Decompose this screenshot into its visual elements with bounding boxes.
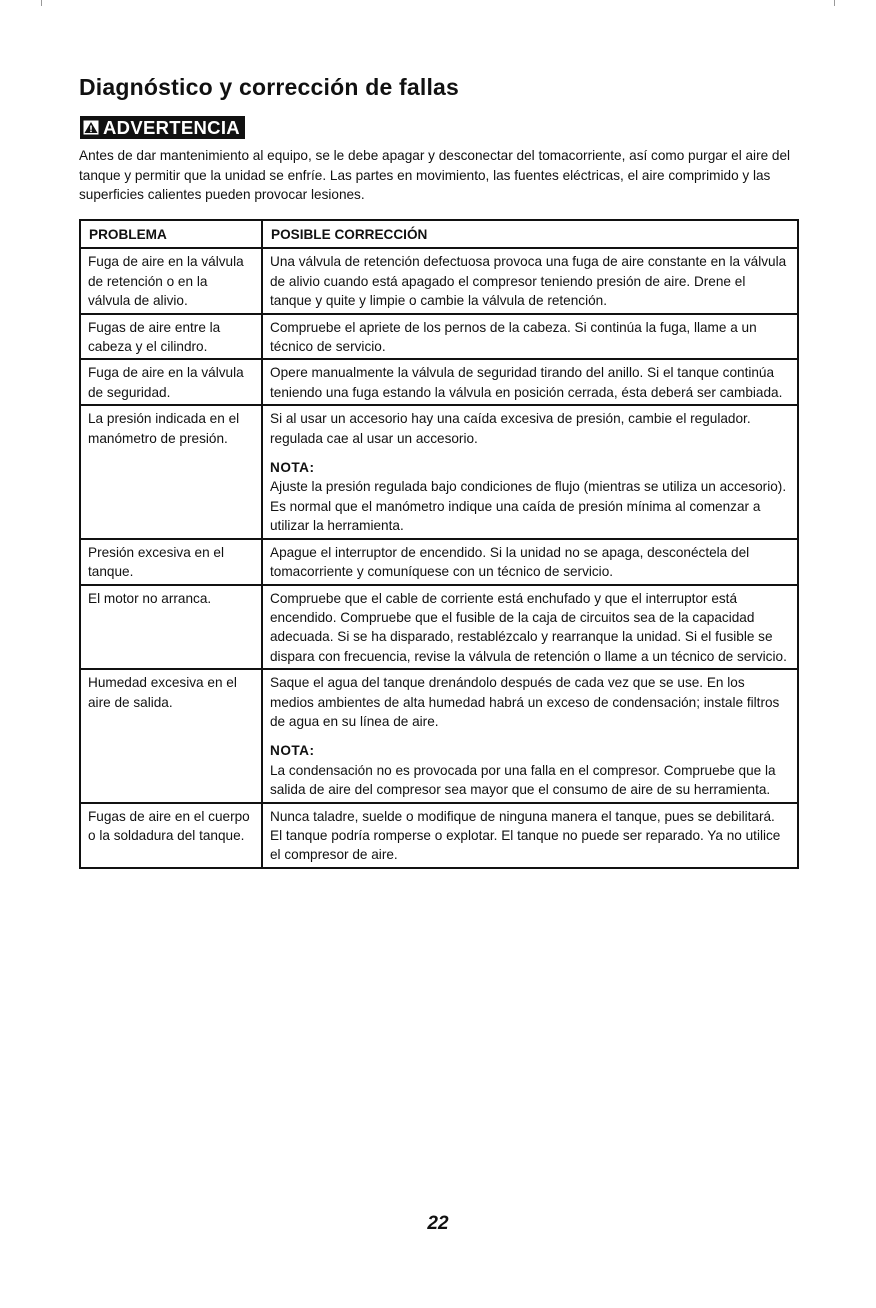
problem-cell: Fugas de aire entre la cabeza y el cilindro. xyxy=(80,314,262,360)
correction-cell: Una válvula de retención defectuosa provoca una fuga de aire constante en la válvula de alivio cuando está apagado el compresor teniendo presión de aire. Drene el tanque y quite y limpie o cambie la válvula de retención. xyxy=(262,248,798,313)
table-row xyxy=(80,669,798,802)
table-row xyxy=(80,539,798,585)
correction-text: Saque el agua del tanque drenándolo después de cada vez que se use. En los medios ambientes de alta humedad habrá un exceso de condensación; instale filtros de agua en su línea de aire. xyxy=(270,675,780,729)
correction-cell xyxy=(262,669,798,802)
note-label: NOTA: xyxy=(270,743,315,759)
header-problem: PROBLEMA xyxy=(80,220,262,248)
crop-mark-left xyxy=(41,0,42,6)
table-row xyxy=(80,585,798,670)
table-row xyxy=(80,803,798,868)
problem-cell: Humedad excesiva en el aire de salida. xyxy=(80,669,262,802)
troubleshooting-table xyxy=(79,219,799,869)
page-title: Diagnóstico y corrección de fallas xyxy=(79,74,460,100)
correction-cell: Apague el interruptor de encendido. Si la unidad no se apaga, desconéctela del tomacorriente y comuníquese con un técnico de servicio. xyxy=(262,539,798,585)
problem-cell: Fuga de aire en la válvula de retención o en la válvula de alivio. xyxy=(80,248,262,313)
correction-cell: Compruebe que el cable de corriente está enchufado y que el interruptor está encendido. Compruebe que el fusible de la caja de circuitos sea de la capacidad adecuada. Si se ha disparado, restablézcalo y rearranque la unidad. Si el fusible se dispara con frecuencia, revise la válvula de retención o llame a un técnico de servicio. xyxy=(262,585,798,670)
correction-cell: Opere manualmente la válvula de seguridad tirando del anillo. Si el tanque continúa teniendo una fuga estando la válvula en posición cerrada, ésta deberá ser cambiada. xyxy=(262,359,798,405)
table-row xyxy=(80,314,798,360)
problem-cell: Fuga de aire en la válvula de seguridad. xyxy=(80,359,262,405)
warning-text: Antes de dar mantenimiento al equipo, se le debe apagar y desconectar del tomacorriente, así como purgar el aire del tanque y permitir que la unidad se enfríe. Las partes en movimiento, las fuentes eléctricas, el aire comprimido y las superficies calientes pueden provocar lesiones. xyxy=(79,148,791,202)
table-row xyxy=(80,405,798,538)
problem-cell: Fugas de aire en el cuerpo o la soldadura del tanque. xyxy=(80,803,262,868)
correction-cell: Compruebe el apriete de los pernos de la cabeza. Si continúa la fuga, llame a un técnico de servicio. xyxy=(262,314,798,360)
warning-exclamation-icon xyxy=(83,120,99,135)
table-row xyxy=(80,248,798,313)
problem-cell: La presión indicada en el manómetro de presión. xyxy=(80,405,262,538)
page-number: 22 xyxy=(427,1213,449,1234)
header-correction: POSIBLE CORRECCIÓN xyxy=(262,220,798,248)
warning-badge xyxy=(80,116,245,139)
table-row xyxy=(80,359,798,405)
warning-label: ADVERTENCIA xyxy=(103,117,240,138)
crop-mark-right xyxy=(834,0,835,6)
correction-text: Si al usar un accesorio hay una caída excesiva de presión, cambie el regulador. regulada cae al usar un accesorio. xyxy=(270,411,751,446)
note-label: NOTA: xyxy=(270,460,315,476)
problem-cell: Presión excesiva en el tanque. xyxy=(80,539,262,585)
table-header-row xyxy=(80,220,798,248)
problem-cell: El motor no arranca. xyxy=(80,585,262,670)
correction-cell: Nunca taladre, suelde o modifique de ninguna manera el tanque, pues se debilitará. El tanque podría romperse o explotar. El tanque no puede ser reparado. Ya no utilice el compresor de aire. xyxy=(262,803,798,868)
correction-cell xyxy=(262,405,798,538)
note-text: Ajuste la presión regulada bajo condiciones de flujo (mientras se utiliza un accesorio). Es normal que el manómetro indique una caída de presión mínima al comenzar a utilizar la herramienta. xyxy=(270,479,787,534)
note-text: La condensación no es provocada por una falla en el compresor. Compruebe que la salida de aire del compresor sea mayor que el consumo de aire de su herramienta. xyxy=(270,762,776,798)
